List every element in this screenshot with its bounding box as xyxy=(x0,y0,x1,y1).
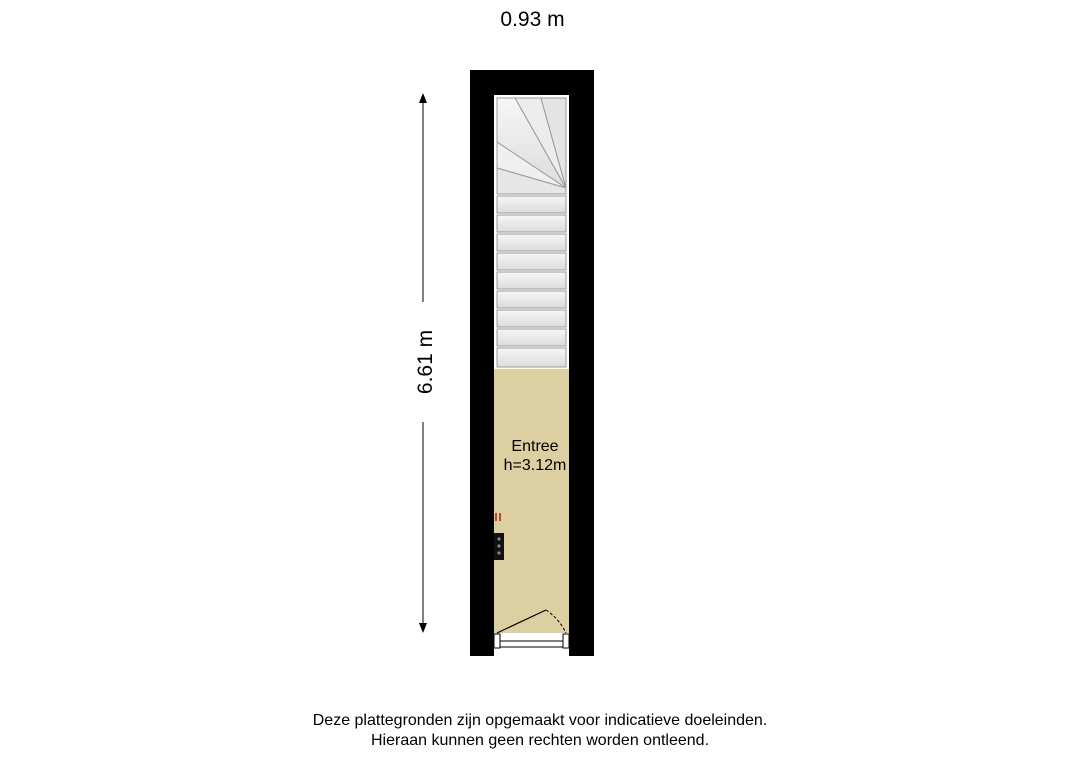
stair-step xyxy=(497,272,566,289)
stair-step xyxy=(497,348,566,367)
stair-step xyxy=(497,310,566,327)
width-dimension: 0.93 m xyxy=(500,8,565,31)
valve-fixture xyxy=(495,513,497,521)
stair-step xyxy=(497,329,566,346)
stair-step xyxy=(497,234,566,251)
stair-step xyxy=(497,215,566,232)
winder-stairs xyxy=(497,98,566,194)
entree-floor xyxy=(494,369,569,633)
stair-step xyxy=(497,196,566,213)
straight-stairs xyxy=(497,196,566,367)
disclaimer-line-2: Hieraan kunnen geen rechten worden ontleend. xyxy=(370,732,710,749)
room-height: h=3.12m xyxy=(503,457,567,474)
stair-step xyxy=(497,291,566,308)
room-name: Entree xyxy=(511,438,559,455)
height-dimension: 6.61 m xyxy=(412,302,440,422)
door-opening xyxy=(494,633,569,656)
stair-step xyxy=(497,253,566,270)
disclaimer-line-1: Deze plattegronden zijn opgemaakt voor indicatieve doeleinden. xyxy=(312,712,768,729)
